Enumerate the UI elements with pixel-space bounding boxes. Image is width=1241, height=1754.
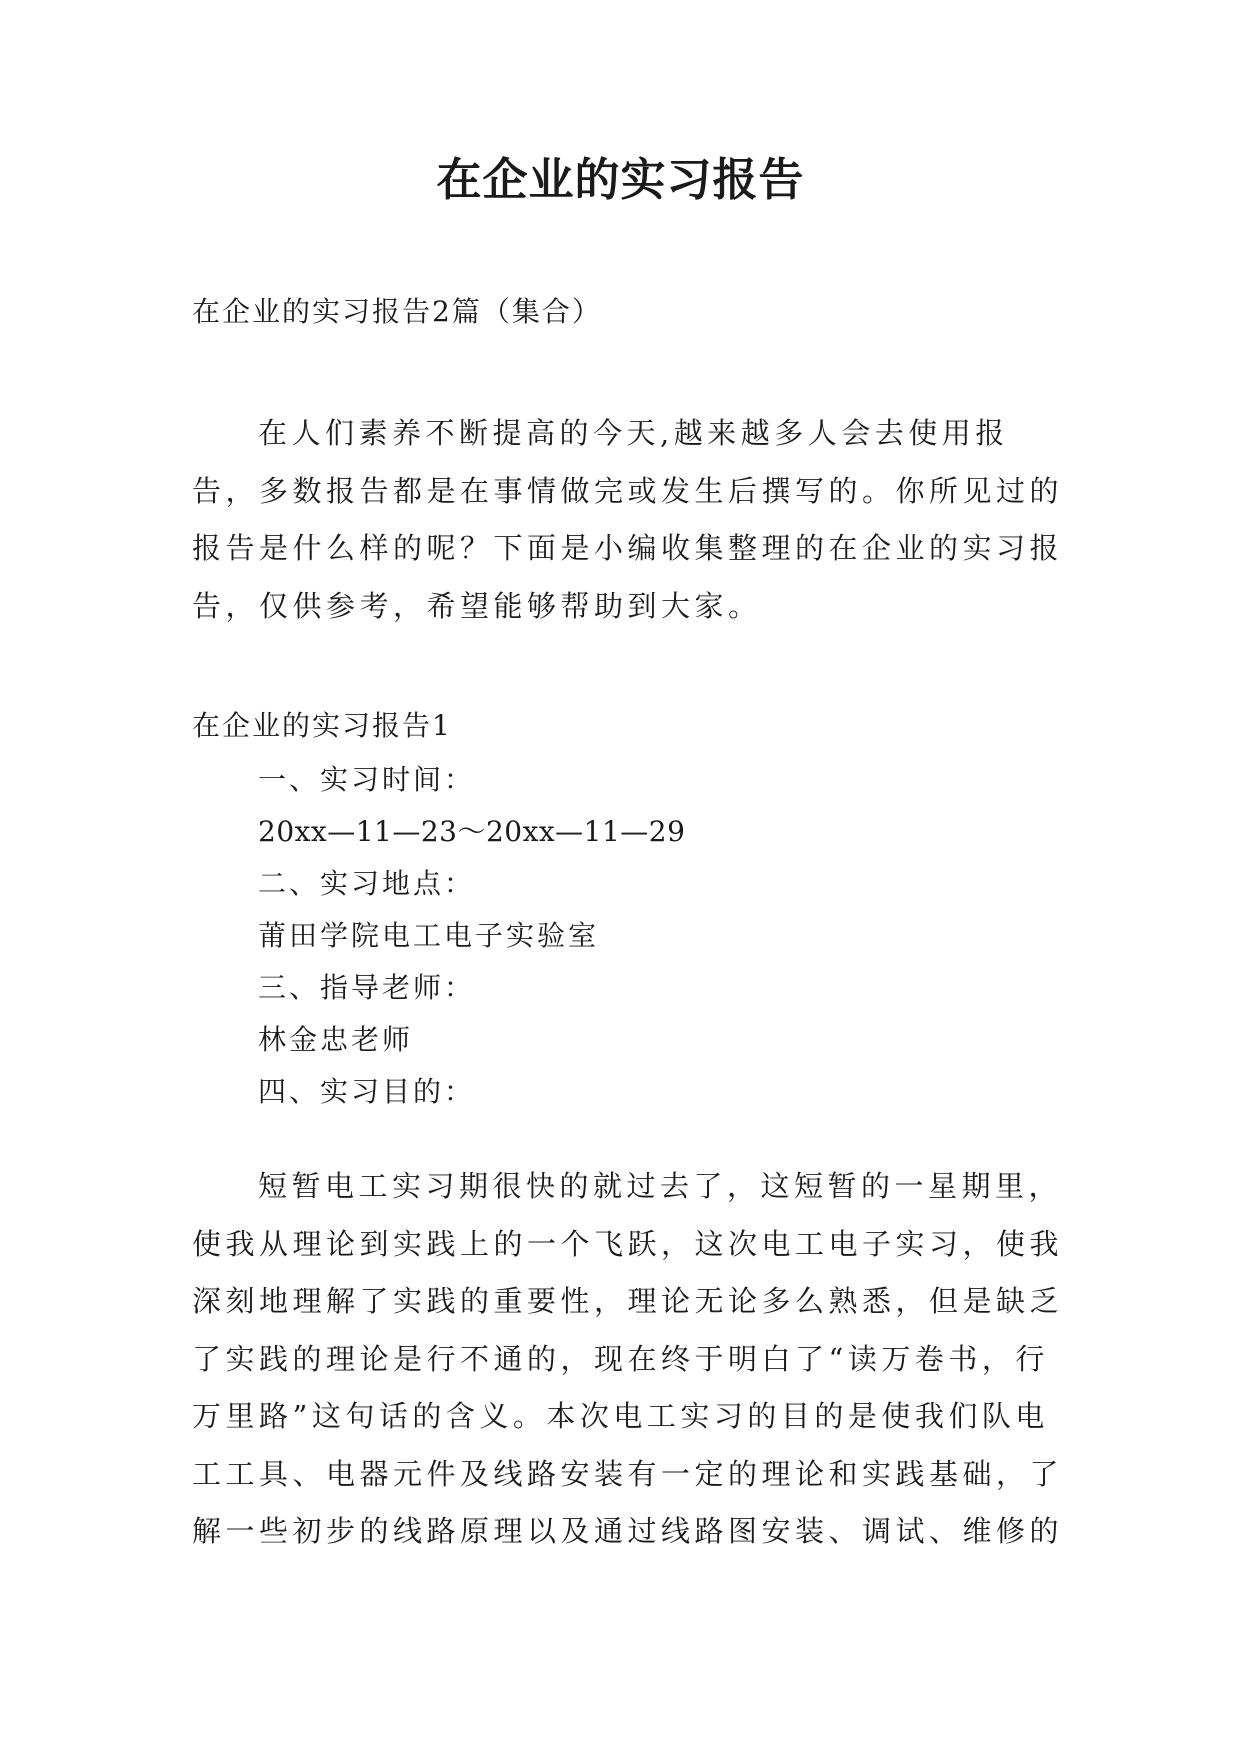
item-internship-place-value: 莆田学院电工电子实验室 <box>258 919 600 952</box>
document-subtitle: 在企业的实习报告2篇（集合） <box>192 295 602 328</box>
item-purpose-label: 四、实习目的： <box>258 1075 476 1108</box>
purpose-paragraph: 短暂电工实习期很快的就过去了，这短暂的一星期里，使我从理论到实践上的一个飞跃，这次电工电子实习，使我深刻地理解了实践的重要性，理论无论多么熟悉，但是缺乏了实践的理论是行不通的，现在终于明白了“读万卷书，行万里路”这句话的含义。本次电工实习的目的是使我们队电工工具、电器元件及线路安装有一定的理论和实践基础，了解一些初步的线路原理以及通过线路图安装、调试、维修的 <box>192 1169 1064 1548</box>
item-instructor-label: 三、指导老师： <box>258 971 476 1004</box>
document-title: 在企业的实习报告 <box>436 153 805 206</box>
intro-paragraph: 在人们素养不断提高的今天,越来越多人会去使用报告，多数报告都是在事情做完或发生后撰写的。你所见过的报告是什么样的呢？下面是小编收集整理的在企业的实习报告，仅供参考，希望能够帮助到大家。 <box>192 416 1064 623</box>
section-heading: 在企业的实习报告1 <box>192 709 452 742</box>
item-internship-place-label: 二、实习地点： <box>258 867 476 900</box>
item-instructor-value: 林金忠老师 <box>258 1023 414 1056</box>
item-internship-time-label: 一、实习时间： <box>258 763 476 796</box>
item-internship-time-value: 20xx—11—23～20xx—11—29 <box>258 815 686 848</box>
